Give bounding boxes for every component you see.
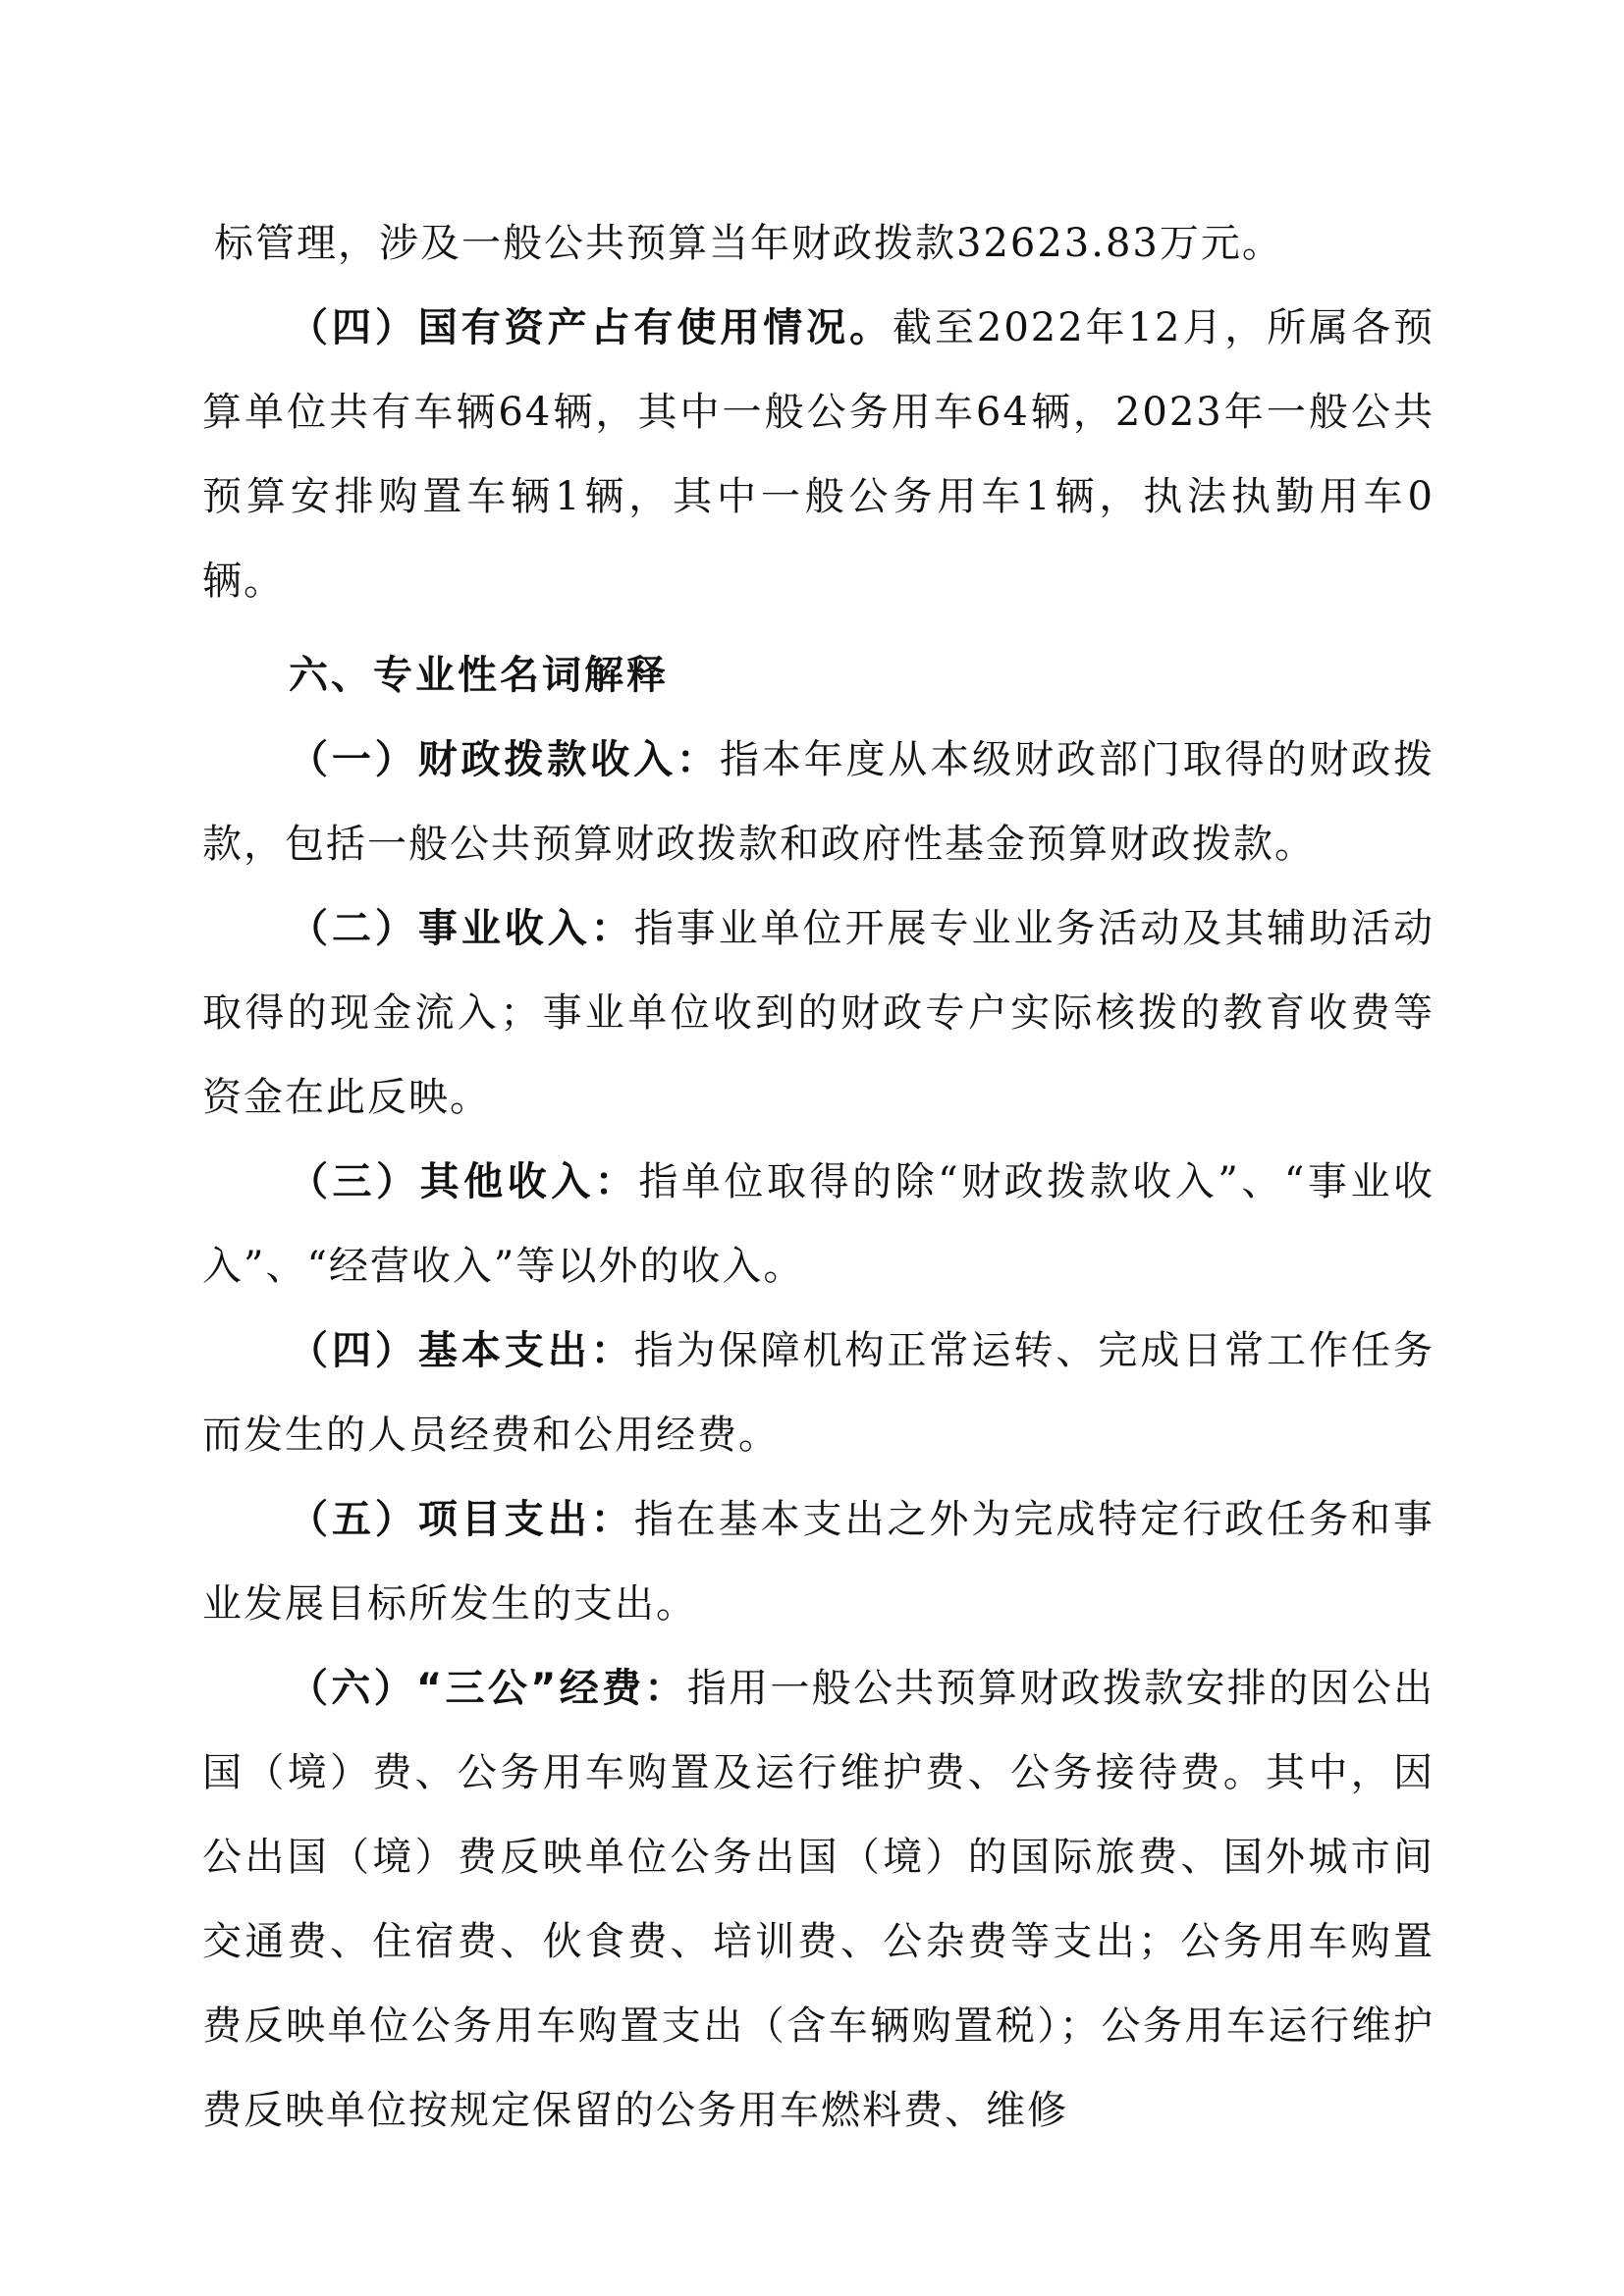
section4-lead: （四）国有资产占有使用情况。: [289, 305, 893, 350]
intro-continuation-paragraph: 标管理，涉及一般公共预算当年财政拨款32623.83万元。: [214, 221, 1283, 266]
heading-six: 六、专业性名词解释: [289, 653, 669, 698]
term-lead-6: （六）“三公”经费：: [289, 1666, 687, 1711]
term-text-2: 指事业单位开展专业业务活动及其辅助活动取得的现金流入；事业单位收到的财政专户实际核拨的教育收费等资金在此反映。: [202, 906, 1435, 1120]
section4-paragraph: [202, 286, 1435, 623]
term-paragraph-2: [202, 886, 1435, 1140]
term-text-1: 指本年度从本级财政部门取得的财政拨款，包括一般公共预算财政拨款和政府性基金预算财政拨款。: [202, 737, 1435, 867]
term-paragraph-1: [202, 718, 1435, 886]
term-paragraph-4: [202, 1308, 1435, 1477]
term-lead-4: （四）基本支出：: [289, 1328, 634, 1373]
section4-text: 截至2022年12月，所属各预算单位共有车辆64辆，其中一般公务用车64辆，2023年一般公共预算安排购置车辆1辆，其中一般公务用车1辆，执法执勤用车0辆。: [202, 305, 1435, 604]
term-lead-3: （三）其他收入：: [289, 1159, 639, 1204]
term-paragraph-6: [202, 1646, 1435, 2153]
term-text-4: 指为保障机构正常运转、完成日常工作任务而发生的人员经费和公用经费。: [202, 1328, 1435, 1458]
term-lead-5: （五）项目支出：: [289, 1497, 634, 1542]
term-text-3: 指单位取得的除“财政拨款收入”、“事业收入”、“经营收入”等以外的收入。: [202, 1159, 1435, 1289]
term-lead-2: （二）事业收入：: [289, 906, 634, 951]
term-paragraph-3: [202, 1140, 1435, 1308]
term-paragraph-5: [202, 1477, 1435, 1646]
document-page: [202, 201, 1435, 2153]
term-text-5: 指在基本支出之外为完成特定行政任务和事业发展目标所发生的支出。: [202, 1497, 1435, 1627]
term-lead-1: （一）财政拨款收入：: [289, 737, 720, 782]
term-text-6: 指用一般公共预算财政拨款安排的因公出国（境）费、公务用车购置及运行维护费、公务接待费。其中，因公出国（境）费反映单位公务出国（境）的国际旅费、国外城市间交通费、住宿费、伙食费、培训费、公杂费等支出；公务用车购置费反映单位公务用车购置支出（含车辆购置税）；公务用车运行维护费反映单位按规定保留的公务用车燃料费、维修: [202, 1666, 1435, 2133]
